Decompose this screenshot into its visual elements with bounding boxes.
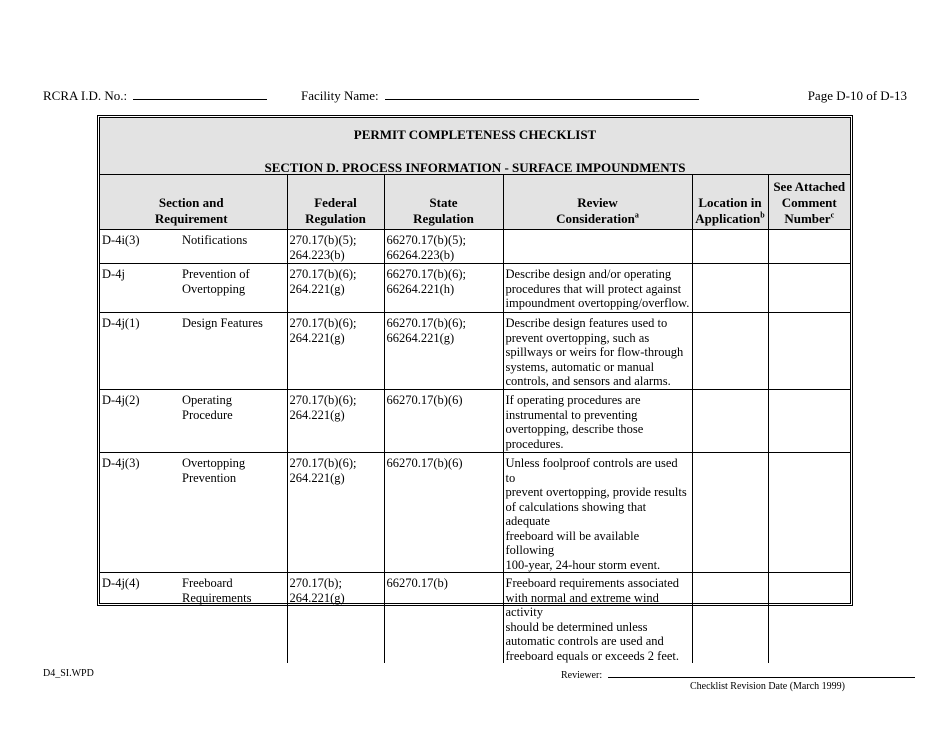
cell-location-in-application[interactable] xyxy=(692,573,768,664)
section-code: D-4j(1) xyxy=(102,316,140,330)
cell-federal-regulation: 270.17(b)(6); 264.221(g) xyxy=(287,264,384,313)
cell-section xyxy=(100,453,287,573)
checklist-title-band xyxy=(100,118,850,175)
section-code: D-4j(3) xyxy=(102,456,140,470)
table-header-row xyxy=(100,175,850,230)
cell-review-consideration: If operating procedures are instrumental to preventing overtopping, describe those procedures. xyxy=(503,390,692,453)
cell-section xyxy=(100,313,287,390)
table-row xyxy=(100,313,850,390)
cell-state-regulation: 66270.17(b)(6) xyxy=(384,390,503,453)
section-title: SECTION D. PROCESS INFORMATION - SURFACE IMPOUNDMENTS xyxy=(264,160,686,175)
cell-review-consideration: Unless foolproof controls are used to prevent overtopping, provide results of calculations showing that adequate freeboard will be available following 100-year, 24-hour storm event. xyxy=(503,453,692,573)
col-header-review: Review Consideration$^a$ xyxy=(503,175,692,230)
table-row xyxy=(100,230,850,264)
cell-federal-regulation: 270.17(b)(6); 264.221(g) xyxy=(287,390,384,453)
cell-federal-regulation: 270.17(b)(5); 264.223(b) xyxy=(287,230,384,264)
table-row xyxy=(100,390,850,453)
col-header-section: Section and Requirement xyxy=(100,175,287,230)
section-requirement: Overtopping Prevention xyxy=(182,456,246,485)
cell-comment-number[interactable] xyxy=(768,453,850,573)
facility-name-label: Facility Name: xyxy=(301,88,379,103)
col-header-comment: See Attached Comment Number$^c$ xyxy=(768,175,850,230)
section-requirement: Design Features xyxy=(182,316,263,330)
cell-location-in-application[interactable] xyxy=(692,313,768,390)
checklist-table xyxy=(100,175,850,663)
table-row xyxy=(100,453,850,573)
table-row xyxy=(100,264,850,313)
reviewer-field xyxy=(561,668,915,681)
cell-state-regulation: 66270.17(b)(6); 66264.221(g) xyxy=(384,313,503,390)
cell-federal-regulation: 270.17(b); 264.221(g) xyxy=(287,573,384,664)
facility-name-field xyxy=(301,88,699,104)
file-name: D4_SI.WPD xyxy=(43,668,94,679)
cell-location-in-application[interactable] xyxy=(692,453,768,573)
cell-comment-number[interactable] xyxy=(768,390,850,453)
rcra-id-label: RCRA I.D. No.: xyxy=(43,88,128,103)
facility-name-blank xyxy=(385,88,699,100)
section-code: D-4j xyxy=(102,267,125,281)
cell-state-regulation: 66270.17(b)(6) xyxy=(384,453,503,573)
cell-review-consideration xyxy=(503,230,692,264)
col-header-location: Location in Application$^b$ xyxy=(692,175,768,230)
cell-review-consideration: Describe design features used to prevent overtopping, such as spillways or weirs for flow-through systems, automatic or manual controls, and sensors and alarms. xyxy=(503,313,692,390)
revision-date: Checklist Revision Date (March 1999) xyxy=(690,681,845,692)
checklist-frame xyxy=(97,115,853,663)
cell-location-in-application[interactable] xyxy=(692,264,768,313)
cell-state-regulation: 66270.17(b)(5); 66264.223(b) xyxy=(384,230,503,264)
table-row xyxy=(100,573,850,664)
cell-review-consideration: Describe design and/or operating procedures that will protect against impoundment overtopping/overflow. xyxy=(503,264,692,313)
reviewer-blank xyxy=(608,668,915,678)
cell-location-in-application[interactable] xyxy=(692,390,768,453)
reviewer-label: Reviewer: xyxy=(561,670,603,681)
section-code: D-4i(3) xyxy=(102,233,140,247)
section-requirement: Freeboard Requirements xyxy=(182,576,252,605)
col-header-state: State Regulation xyxy=(384,175,503,230)
page-number: Page D-10 of D-13 xyxy=(807,88,907,103)
cell-location-in-application[interactable] xyxy=(692,230,768,264)
section-requirement: Operating Procedure xyxy=(182,393,233,422)
cell-state-regulation: 66270.17(b) xyxy=(384,573,503,664)
cell-federal-regulation: 270.17(b)(6); 264.221(g) xyxy=(287,313,384,390)
cell-comment-number[interactable] xyxy=(768,230,850,264)
cell-section xyxy=(100,230,287,264)
section-requirement: Notifications xyxy=(182,233,248,247)
cell-section xyxy=(100,573,287,664)
col-header-federal: Federal Regulation xyxy=(287,175,384,230)
cell-comment-number[interactable] xyxy=(768,313,850,390)
checklist-title: PERMIT COMPLETENESS CHECKLIST xyxy=(353,127,597,142)
cell-comment-number[interactable] xyxy=(768,573,850,664)
cell-section xyxy=(100,264,287,313)
cell-state-regulation: 66270.17(b)(6); 66264.221(h) xyxy=(384,264,503,313)
section-requirement: Prevention of Overtopping xyxy=(182,267,250,296)
rcra-id-blank xyxy=(133,88,267,100)
cell-review-consideration: Freeboard requirements associated with normal and extreme wind activity should be determined unless automatic controls are used and freeboard equals or exceeds 2 feet. xyxy=(503,573,692,664)
cell-comment-number[interactable] xyxy=(768,264,850,313)
cell-federal-regulation: 270.17(b)(6); 264.221(g) xyxy=(287,453,384,573)
section-code: D-4j(2) xyxy=(102,393,140,407)
section-code: D-4j(4) xyxy=(102,576,140,590)
cell-section xyxy=(100,390,287,453)
rcra-id-field xyxy=(43,88,267,104)
